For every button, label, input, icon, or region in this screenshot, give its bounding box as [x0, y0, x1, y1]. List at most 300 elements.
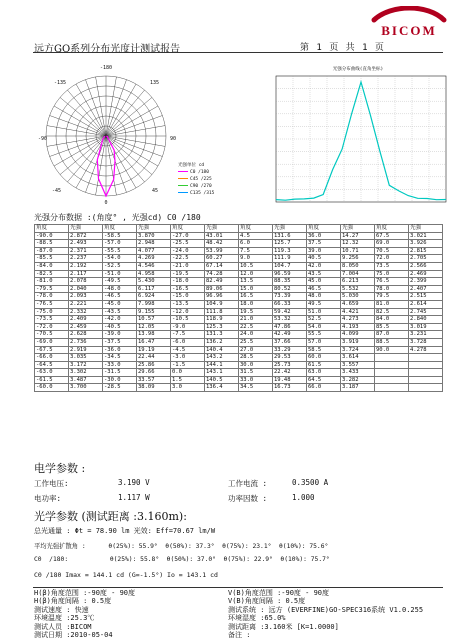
table-row: [35, 346, 443, 354]
table-row: [35, 240, 443, 248]
table-cell: -36.0: [103, 346, 137, 354]
table-cell: -18.0: [171, 278, 205, 286]
table-cell: 3.724: [341, 346, 375, 354]
table-cell: 4.421: [341, 308, 375, 316]
table-cell: -31.5: [103, 369, 137, 377]
table-cell: 10.57: [137, 316, 171, 324]
table-cell: 2.407: [409, 285, 443, 293]
table-cell: 59.42: [273, 308, 307, 316]
polar-label-lower-left: -45: [52, 188, 62, 194]
table-cell: 2.705: [409, 255, 443, 263]
table-cell: 118.9: [205, 316, 239, 324]
table-cell: 131.3: [205, 331, 239, 339]
table-header-row: [35, 225, 443, 233]
page-indicator: 第 1 页 共 1 页: [300, 43, 385, 53]
table-cell: -64.5: [35, 361, 69, 369]
table-cell: 3.302: [69, 369, 103, 377]
table-cell: -75.0: [35, 308, 69, 316]
legend-label: C90 /270: [190, 184, 212, 189]
table-cell: -45.0: [103, 300, 137, 308]
table-cell: 25.73: [273, 361, 307, 369]
table-row: [35, 354, 443, 362]
table-cell: 4.273: [341, 316, 375, 324]
polar-legend: [178, 161, 215, 196]
table-cell: -12.0: [171, 308, 205, 316]
table-cell: 48.0: [307, 293, 341, 301]
table-cell: [375, 376, 409, 384]
table-cell: 7.998: [137, 300, 171, 308]
table-cell: -6.0: [171, 338, 205, 346]
curve-title: 光强分布曲线(直角坐标): [332, 67, 384, 72]
table-cell: 9.0: [239, 255, 273, 263]
table-cell: 4.5: [239, 232, 273, 240]
table-cell: 3.282: [341, 376, 375, 384]
table-cell: 3.021: [409, 232, 443, 240]
table-cell: 125.3: [205, 323, 239, 331]
table-cell: 22.5: [239, 323, 273, 331]
table-cell: 55.5: [307, 331, 341, 339]
table-cell: 2.736: [69, 338, 103, 346]
table-row: [35, 293, 443, 301]
table-header-cell: 光强: [205, 225, 239, 233]
footer-right: [228, 589, 423, 639]
table-cell: 2.840: [409, 316, 443, 324]
table-cell: -9.0: [171, 323, 205, 331]
voltage-value: 3.190 V: [118, 478, 150, 487]
current-label: 工作电流 :: [228, 479, 268, 488]
table-header-cell: 角度: [103, 225, 137, 233]
table-header-cell: 角度: [35, 225, 69, 233]
table-cell: 7.5: [239, 247, 273, 255]
table-cell: 43.01: [205, 232, 239, 240]
table-cell: 47.86: [273, 323, 307, 331]
table-cell: 39.0: [307, 247, 341, 255]
footer-left: [34, 589, 135, 639]
table-row: [35, 331, 443, 339]
table-row: [35, 308, 443, 316]
table-cell: 5.532: [341, 285, 375, 293]
table-cell: 111.8: [205, 308, 239, 316]
table-cell: 42.49: [273, 331, 307, 339]
table-cell: -79.5: [35, 285, 69, 293]
table-cell: -49.5: [103, 278, 137, 286]
table-cell: 88.5: [375, 338, 409, 346]
table-cell: 58.5: [307, 346, 341, 354]
table-cell: 96.59: [273, 270, 307, 278]
table-cell: -48.0: [103, 285, 137, 293]
table-cell: 14.27: [341, 232, 375, 240]
table-cell: 144.1: [205, 361, 239, 369]
table-header-cell: 角度: [375, 225, 409, 233]
table-row: [35, 232, 443, 240]
table-cell: 4.958: [137, 270, 171, 278]
table-cell: 3.487: [69, 376, 103, 384]
table-cell: 136.4: [205, 384, 239, 392]
table-cell: -37.5: [103, 338, 137, 346]
table-cell: 29.66: [137, 369, 171, 377]
table-cell: 67.14: [205, 262, 239, 270]
footer-divider: [33, 587, 443, 588]
table-cell: [375, 361, 409, 369]
footer-right-line: V(B)角度间隔 : 0.5度: [228, 597, 306, 606]
distribution-data-label: 光强分布数据 :(角度° , 光强cd) C0 /180: [34, 213, 201, 222]
table-cell: 2.469: [409, 270, 443, 278]
table-cell: -1.5: [171, 361, 205, 369]
table-cell: 54.0: [307, 323, 341, 331]
table-cell: 70.5: [375, 247, 409, 255]
table-cell: 2.332: [69, 308, 103, 316]
table-cell: 3.919: [341, 338, 375, 346]
table-cell: 4.546: [137, 262, 171, 270]
table-cell: 4.077: [137, 247, 171, 255]
table-row: [35, 285, 443, 293]
table-cell: 3.728: [409, 338, 443, 346]
beam-angle-c0-line: C0 /180: θ(25%): 55.8° θ(50%): 37.0° θ(75%): 22.9° θ(10%): 75.7°: [34, 556, 330, 563]
table-cell: 85.5: [375, 323, 409, 331]
table-cell: 33.57: [137, 376, 171, 384]
table-cell: -66.0: [35, 354, 69, 362]
table-cell: 3.019: [409, 323, 443, 331]
footer-right-line: 测试系统 : 远方 (EVERFINE)GO-SPEC316系统 V1.0.255: [228, 605, 424, 614]
table-cell: 10.71: [341, 247, 375, 255]
table-cell: 2.919: [69, 346, 103, 354]
table-cell: 66.0: [307, 384, 341, 392]
table-cell: -10.5: [171, 316, 205, 324]
table-header-cell: 角度: [239, 225, 273, 233]
table-cell: -24.0: [171, 247, 205, 255]
table-cell: -55.5: [103, 247, 137, 255]
footer-left-line: 环境温度 :25.3℃: [34, 614, 95, 623]
table-header-cell: 光强: [341, 225, 375, 233]
table-cell: -73.5: [35, 316, 69, 324]
table-cell: 66.33: [273, 300, 307, 308]
table-cell: 12.32: [341, 240, 375, 248]
report-title: 远方GO系列分布光度计测试报告: [34, 44, 181, 55]
table-cell: 6.0: [239, 240, 273, 248]
table-cell: 25.86: [137, 361, 171, 369]
table-cell: -54.0: [103, 255, 137, 263]
table-cell: 5.030: [341, 293, 375, 301]
table-cell: 73.39: [273, 293, 307, 301]
footer-left-line: 测试日期 :2010-05-04: [34, 631, 113, 639]
table-cell: 2.237: [69, 255, 103, 263]
table-cell: -43.5: [103, 308, 137, 316]
table-cell: 31.5: [239, 369, 273, 377]
table-row: [35, 384, 443, 392]
polar-grid: [46, 76, 166, 196]
table-cell: 16.73: [273, 384, 307, 392]
table-cell: 89.06: [205, 285, 239, 293]
table-cell: -15.0: [171, 293, 205, 301]
table-cell: 4.659: [341, 300, 375, 308]
polar-label-left: -90: [38, 136, 48, 142]
table-cell: [409, 384, 443, 392]
table-cell: 2.459: [69, 323, 103, 331]
table-cell: -52.5: [103, 262, 137, 270]
table-cell: 75.0: [375, 270, 409, 278]
table-cell: 1.5: [171, 376, 205, 384]
intensity-table: [34, 224, 443, 392]
table-cell: 45.0: [307, 278, 341, 286]
table-row: [35, 300, 443, 308]
table-cell: 34.5: [239, 384, 273, 392]
table-cell: -33.0: [103, 361, 137, 369]
table-cell: 2.745: [409, 308, 443, 316]
footer-right-line: 备注 :: [228, 631, 251, 639]
table-cell: -76.5: [35, 300, 69, 308]
table-cell: -85.5: [35, 255, 69, 263]
pf-label: 功率因数 :: [228, 494, 268, 503]
table-cell: 52.5: [307, 316, 341, 324]
table-cell: 81.0: [375, 300, 409, 308]
table-cell: 84.0: [375, 316, 409, 324]
table-cell: 74.28: [205, 270, 239, 278]
table-cell: 3.0: [171, 384, 205, 392]
table-cell: 79.5: [375, 293, 409, 301]
table-row: [35, 323, 443, 331]
table-cell: 21.0: [239, 316, 273, 324]
table-cell: 4.193: [341, 323, 375, 331]
table-cell: 22.42: [273, 369, 307, 377]
table-cell: -22.5: [171, 255, 205, 263]
table-cell: -69.0: [35, 338, 69, 346]
table-cell: 46.5: [307, 285, 341, 293]
table-cell: -40.5: [103, 323, 137, 331]
table-cell: 3.035: [69, 354, 103, 362]
table-cell: 76.5: [375, 278, 409, 286]
table-cell: -81.0: [35, 278, 69, 286]
table-cell: -42.0: [103, 316, 137, 324]
header-divider: [33, 52, 443, 53]
table-cell: -60.0: [35, 384, 69, 392]
footer-right-line: 环境湿度 :65.0%: [228, 614, 286, 623]
table-cell: 15.0: [239, 285, 273, 293]
table-cell: -27.0: [171, 232, 205, 240]
table-cell: 3.172: [69, 361, 103, 369]
table-cell: 136.2: [205, 338, 239, 346]
table-row: [35, 278, 443, 286]
table-cell: 40.5: [307, 255, 341, 263]
table-row: [35, 361, 443, 369]
table-cell: 140.5: [205, 376, 239, 384]
table-header-cell: 光强: [273, 225, 307, 233]
pf-value: 1.000: [292, 493, 315, 502]
table-cell: [375, 384, 409, 392]
table-cell: 104.7: [273, 262, 307, 270]
table-cell: 104.9: [205, 300, 239, 308]
table-cell: 60.27: [205, 255, 239, 263]
table-cell: 18.0: [239, 300, 273, 308]
table-row: [35, 369, 443, 377]
table-cell: 140.4: [205, 346, 239, 354]
polar-label-top: -180: [99, 65, 113, 71]
table-cell: 53.32: [273, 316, 307, 324]
table-row: [35, 316, 443, 324]
table-header-cell: 角度: [307, 225, 341, 233]
table-cell: 38.09: [137, 384, 171, 392]
table-cell: -25.5: [171, 240, 205, 248]
photometric-title: 光学参数 (测试距离 :3.160m):: [34, 510, 187, 523]
table-cell: 25.5: [239, 338, 273, 346]
table-cell: -57.0: [103, 240, 137, 248]
table-cell: 12.05: [137, 323, 171, 331]
table-cell: 19.19: [137, 346, 171, 354]
table-cell: 3.433: [341, 369, 375, 377]
electrical-title: 电学参数 :: [34, 462, 86, 475]
table-cell: 36.0: [307, 232, 341, 240]
table-cell: 3.614: [341, 354, 375, 362]
table-cell: 3.700: [69, 384, 103, 392]
table-cell: 43.5: [307, 270, 341, 278]
table-cell: 16.47: [137, 338, 171, 346]
footer-right-line: V(B)角度范围 :-90度 - 90度: [228, 589, 330, 597]
table-cell: 19.5: [239, 308, 273, 316]
table-header-cell: 光强: [409, 225, 443, 233]
table-cell: 30.0: [239, 361, 273, 369]
legend-title: 光强单位 cd: [178, 163, 205, 168]
table-cell: 111.9: [273, 255, 307, 263]
table-cell: 22.44: [137, 354, 171, 362]
table-cell: -67.5: [35, 346, 69, 354]
table-cell: 6.924: [137, 293, 171, 301]
table-cell: 51.0: [307, 308, 341, 316]
table-cell: -72.0: [35, 323, 69, 331]
table-cell: 2.493: [69, 240, 103, 248]
table-cell: 82.5: [375, 308, 409, 316]
table-cell: 42.0: [307, 262, 341, 270]
table-cell: -63.0: [35, 369, 69, 377]
table-cell: 13.5: [239, 278, 273, 286]
table-header-cell: 角度: [171, 225, 205, 233]
table-cell: 88.35: [273, 278, 307, 286]
footer-left-line: H(β)角度间隔 : 0.5度: [34, 597, 112, 606]
table-cell: -13.5: [171, 300, 205, 308]
table-cell: 90.0: [375, 346, 409, 354]
table-cell: 2.192: [69, 262, 103, 270]
legend-label: C45 /225: [190, 177, 212, 182]
table-cell: 2.399: [409, 278, 443, 286]
curve-grid: [276, 76, 446, 202]
table-cell: 29.53: [273, 354, 307, 362]
table-cell: [375, 354, 409, 362]
table-cell: -30.0: [103, 376, 137, 384]
power-value: 1.117 W: [118, 493, 150, 502]
table-cell: 143.2: [205, 354, 239, 362]
table-cell: 64.5: [307, 376, 341, 384]
table-cell: 2.614: [409, 300, 443, 308]
footer-left-line: H(β)角度范围 :-90度 - 90度: [34, 589, 136, 597]
table-cell: 67.5: [375, 232, 409, 240]
polar-label-right: 90: [170, 136, 177, 142]
table-cell: 2.093: [69, 293, 103, 301]
table-cell: 37.5: [307, 240, 341, 248]
table-cell: 16.5: [239, 293, 273, 301]
table-row: [35, 270, 443, 278]
table-cell: 78.0: [375, 285, 409, 293]
table-cell: 2.628: [69, 331, 103, 339]
total-flux-line: 总光通量 : Φt = 78.90 lm 光效: Eff=70.67 lm/W: [34, 527, 216, 535]
table-header-cell: 光强: [137, 225, 171, 233]
voltage-label: 工作电压:: [34, 479, 69, 488]
table-cell: 4.099: [341, 331, 375, 339]
table-cell: 96.96: [205, 293, 239, 301]
table-cell: 3.187: [341, 384, 375, 392]
table-cell: -39.0: [103, 331, 137, 339]
table-cell: 4.278: [409, 346, 443, 354]
footer-left-line: 测试速度 : 快速: [34, 605, 89, 614]
table-cell: 2.815: [409, 247, 443, 255]
table-cell: -88.5: [35, 240, 69, 248]
table-cell: 87.0: [375, 331, 409, 339]
table-cell: 63.0: [307, 369, 341, 377]
imax-line: C0 /180 Imax = 144.1 cd (G=-1.5°) Io = 143.1 cd: [34, 571, 218, 579]
table-cell: 37.66: [273, 338, 307, 346]
table-cell: 60.0: [307, 354, 341, 362]
table-cell: 143.1: [205, 369, 239, 377]
table-cell: [409, 376, 443, 384]
table-cell: 4.269: [137, 255, 171, 263]
table-cell: 80.52: [273, 285, 307, 293]
table-cell: 27.0: [239, 346, 273, 354]
table-cell: -34.5: [103, 354, 137, 362]
table-cell: -90.0: [35, 232, 69, 240]
table-header-cell: 光强: [69, 225, 103, 233]
table-cell: -19.5: [171, 270, 205, 278]
logo-text: BICOM: [381, 23, 437, 38]
table-cell: 2.221: [69, 300, 103, 308]
table-cell: 10.5: [239, 262, 273, 270]
table-row: [35, 247, 443, 255]
footer-left-line: 测试人员 :BICOM: [34, 622, 92, 631]
table-cell: 3.557: [341, 361, 375, 369]
table-cell: 9.256: [341, 255, 375, 263]
table-cell: -61.5: [35, 376, 69, 384]
table-cell: 33.29: [273, 346, 307, 354]
table-cell: -84.0: [35, 262, 69, 270]
table-cell: 131.6: [273, 232, 307, 240]
table-cell: [409, 361, 443, 369]
table-cell: 5.430: [137, 278, 171, 286]
current-value: 0.3500 A: [292, 478, 329, 487]
table-cell: 2.078: [69, 278, 103, 286]
table-cell: 2.948: [137, 240, 171, 248]
table-cell: 2.409: [69, 316, 103, 324]
table-cell: -3.0: [171, 354, 205, 362]
table-cell: 3.231: [409, 331, 443, 339]
footer-right-line: 测试距离 :3.160米 [K=1.0000]: [228, 622, 339, 631]
bicom-logo: [366, 6, 452, 40]
table-cell: -58.5: [103, 232, 137, 240]
table-cell: 33.0: [239, 376, 273, 384]
table-cell: 24.0: [239, 331, 273, 339]
table-cell: 57.0: [307, 338, 341, 346]
table-cell: -46.5: [103, 293, 137, 301]
table-cell: -70.5: [35, 331, 69, 339]
table-cell: 3.926: [409, 240, 443, 248]
legend-label: C0 /180: [190, 170, 209, 175]
table-cell: 53.99: [205, 247, 239, 255]
table-cell: 8.050: [341, 262, 375, 270]
polar-label-upper-left: -135: [54, 80, 67, 86]
table-cell: 6.213: [341, 278, 375, 286]
table-cell: 119.3: [273, 247, 307, 255]
table-cell: -16.5: [171, 285, 205, 293]
polar-label-lower-right: 45: [152, 188, 159, 194]
table-cell: -4.5: [171, 346, 205, 354]
table-cell: 19.48: [273, 376, 307, 384]
table-row: [35, 262, 443, 270]
table-cell: 2.040: [69, 285, 103, 293]
